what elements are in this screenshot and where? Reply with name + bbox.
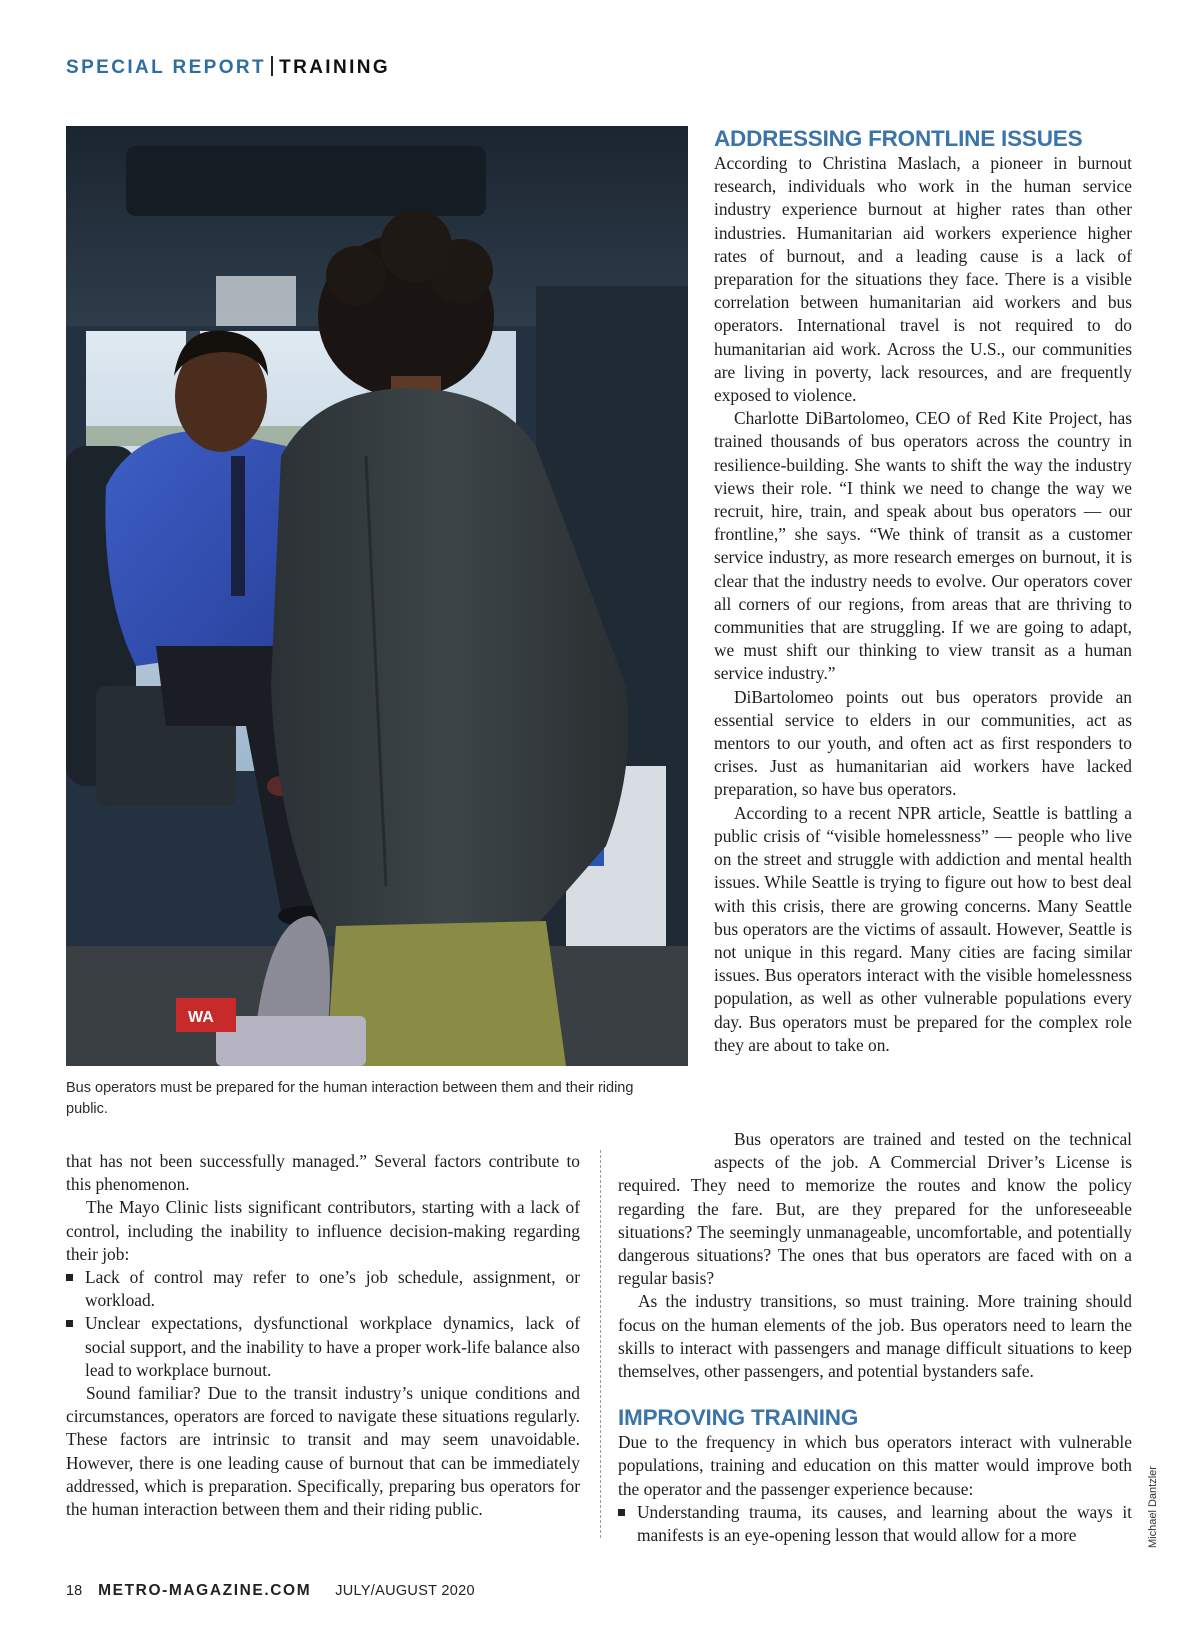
photo-caption: Bus operators must be prepared for the human interaction between them and their riding public. — [66, 1080, 634, 1117]
text-wrap-spacer — [618, 1128, 714, 1161]
section-heading: IMPROVING TRAINING — [618, 1405, 859, 1431]
article-photo — [66, 126, 688, 1066]
list-item: Understanding trauma, its causes, and learning about the ways it manifests is an eye-opening lesson that would allow for a more — [618, 1501, 1132, 1547]
paragraph: As the industry transitions, so must training. More training should focus on the human elements of the job. Bus operators need to learn the skills to interact with passengers and manage difficult situations to keep themselves, other passengers, and potential bystanders safe. — [618, 1291, 1132, 1382]
issue-date: JULY/AUGUST 2020 — [335, 1583, 475, 1599]
section-label: SPECIAL REPORT — [66, 57, 267, 78]
list-item: Lack of control may refer to one’s job schedule, assignment, or workload. — [66, 1266, 580, 1312]
paragraph: The Mayo Clinic lists significant contributors, starting with a lack of control, including the inability to influence decision-making regarding their job: — [66, 1197, 580, 1264]
paragraph: that has not been successfully managed.” Several factors contribute to this phenomenon. — [66, 1151, 580, 1195]
paragraph: According to Christina Maslach, a pioneer in burnout research, individuals who work in the human service industry experience burnout at higher rates than other industries. Humanitarian aid workers experience higher rates of burnout, and a leading cause is a lack of preparation for the situations they face. There is a visible correlation between humanitarian aid workers and bus operators. International travel is not required to do humanitarian aid work. Across the U.S., our communities are living in poverty, lack resources, and are frequently exposed to violence. — [714, 153, 1132, 406]
photo-credit — [1145, 1448, 1163, 1548]
paragraph: According to a recent NPR article, Seattle is battling a public crisis of “visible homelessness” — people who live on the street and struggle with addiction and mental health issues. While Seattle is trying to figure out how to best deal with this crisis, there are growing concerns. Many Seattle bus operators are the victims of assault. However, Seattle is not unique in this regard. Many cities are facing similar issues. Bus operators interact with the visible homelessness population, as well as other vulnerable populations every day. Bus operators must be prepared for the complex role they are about to take on. — [714, 802, 1132, 1055]
photo-credit-text: Michael Dantzler — [1147, 1466, 1159, 1548]
bullet-list — [66, 1266, 580, 1382]
column-divider — [600, 1150, 601, 1538]
left-column-bottom — [66, 1150, 580, 1521]
header-divider — [271, 56, 273, 76]
paragraph: Charlotte DiBartolomeo, CEO of Red Kite Project, has trained thousands of bus operators across the country in resilience-building. She wants to shift the way the industry views their role. “I think we need to change the way we recruit, hire, train, and speak about bus operators — our frontline,” she says. “We think of transit as a customer service industry, as more research emerges on burnout, it is clear that the industry needs to evolve. Our operators cover all corners of our regions, from areas that are thriving to communities that are struggling. If we are going to adapt, we must shift our thinking to view transit as a human service industry.” — [714, 408, 1132, 684]
topic-label: TRAINING — [279, 57, 391, 78]
section-header — [66, 56, 390, 79]
red-sign-label: WA — [188, 1009, 214, 1026]
paragraph: Sound familiar? Due to the transit industry’s unique conditions and circumstances, operators are forced to navigate these situations regularly. These factors are intrinsic to transit and may seem unavoidable. However, there is one leading cause of burnout that can be immediately addressed, which is preparation. Specifically, preparing bus operators for the human interaction between them and their riding public. — [66, 1383, 580, 1520]
paragraph: DiBartolomeo points out bus operators provide an essential service to elders in our communities, act as mentors to our youth, and often act as first responders to crises. Just as humanitarian aid workers have lacked preparation, so have bus operators. — [714, 686, 1132, 800]
page-number: 18 — [66, 1583, 83, 1599]
paragraph: Bus operators are trained and tested on the technical aspects of the job. A Commercial Driver’s License is required. They need to memorize the routes and know the policy regarding the fare. But, are they prepared for the unforeseeable situations? The seemingly unmanageable, uncomfortable, and potentially dangerous situations? The ones that bus operators are faced with on a regular basis? — [618, 1129, 1132, 1289]
right-column-top — [714, 126, 1132, 1057]
list-item: Unclear expectations, dysfunctional workplace dynamics, lack of social support, and the inability to have a proper work-life balance also lead to workplace burnout. — [66, 1312, 580, 1382]
paragraph: Due to the frequency in which bus operators interact with vulnerable populations, training and education on this matter would improve both the operator and the passenger experience because: — [618, 1432, 1132, 1499]
right-column-bottom — [618, 1128, 1132, 1547]
site-name: METRO-MAGAZINE.COM — [98, 1582, 312, 1599]
page-footer — [66, 1582, 475, 1600]
section-heading: ADDRESSING FRONTLINE ISSUES — [714, 126, 1083, 151]
bullet-list — [618, 1501, 1132, 1547]
